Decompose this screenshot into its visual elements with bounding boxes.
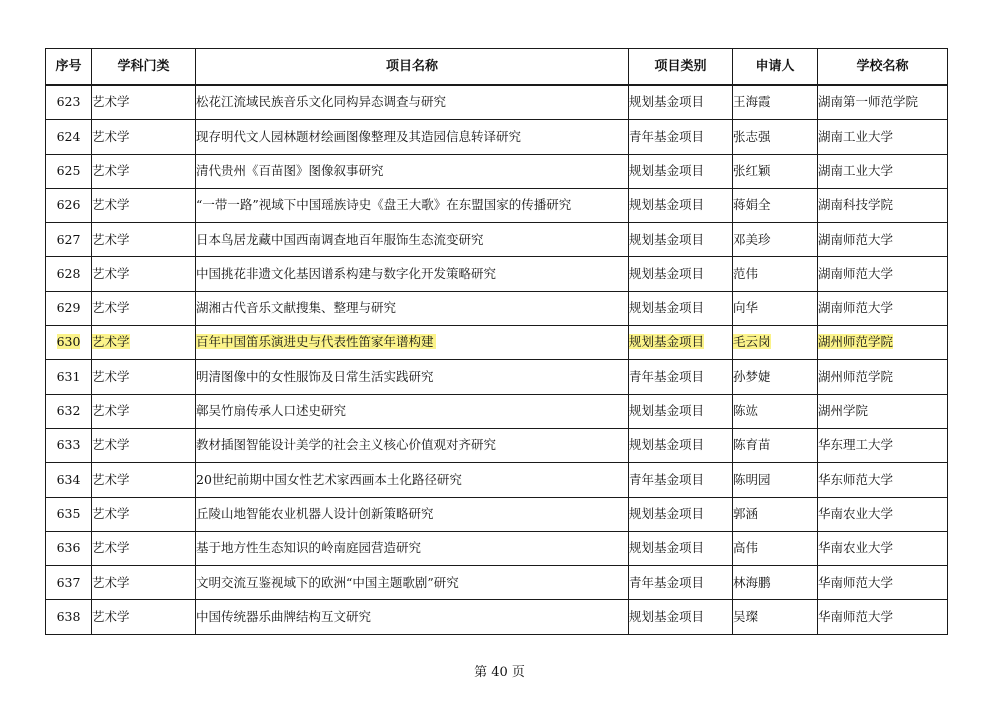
cell-num-text: 634 [56,471,81,487]
cell-subject-text: 艺术学 [92,505,130,521]
cell-subject-text: 艺术学 [92,265,130,281]
cell-school [818,360,948,394]
cell-title [196,223,629,257]
header-school: 学校名称 [818,49,948,86]
cell-type [629,85,733,120]
cell-title-text: 丘陵山地智能农业机器人设计创新策略研究 [196,505,434,521]
cell-subject [92,531,196,565]
cell-num-text: 628 [56,265,81,281]
cell-school-text: 华南师范大学 [818,574,894,590]
cell-subject [92,394,196,428]
cell-subject [92,257,196,291]
cell-applicant [733,223,818,257]
cell-num-text: 637 [56,574,81,590]
cell-applicant-text: 毛云岗 [733,334,771,350]
cell-title-text: 日本鸟居龙藏中国西南调查地百年服饰生态流变研究 [196,231,484,247]
cell-school-text: 华东师范大学 [818,471,894,487]
table-row [46,600,948,634]
cell-title [196,291,629,325]
cell-num-text: 627 [56,231,81,247]
cell-title [196,85,629,120]
cell-type [629,257,733,291]
cell-school-text: 湖南第一师范学院 [818,94,919,110]
cell-title [196,257,629,291]
cell-num [46,188,92,222]
cell-school [818,566,948,600]
cell-type-text: 规划基金项目 [629,540,705,556]
cell-school [818,600,948,634]
table-body [46,85,948,634]
cell-school [818,428,948,462]
header-num: 序号 [46,49,92,86]
cell-type-text: 规划基金项目 [629,162,705,178]
cell-subject [92,463,196,497]
table-row [46,463,948,497]
cell-school-text: 华南农业大学 [818,540,894,556]
cell-subject [92,566,196,600]
cell-title-text: 明清图像中的女性服饰及日常生活实践研究 [196,368,434,384]
cell-title-text: 文明交流互鉴视域下的欧洲“中国主题歌剧”研究 [196,574,459,590]
cell-applicant [733,326,818,360]
cell-num [46,85,92,120]
table-header [46,49,948,86]
cell-title [196,120,629,154]
cell-num-text: 638 [56,608,81,624]
cell-type [629,600,733,634]
cell-type [629,463,733,497]
cell-applicant [733,154,818,188]
cell-type-text: 规划基金项目 [629,94,705,110]
table-row [46,154,948,188]
cell-num [46,600,92,634]
page-number: 第 40 页 [474,665,525,680]
cell-subject-text: 艺术学 [92,300,130,316]
cell-school [818,497,948,531]
cell-num-text: 632 [56,403,81,419]
table-row [46,394,948,428]
cell-subject-text: 艺术学 [92,437,130,453]
cell-school-text: 湖南师范大学 [818,300,894,316]
cell-subject [92,188,196,222]
cell-subject [92,223,196,257]
cell-school-text: 湖南师范大学 [818,265,894,281]
cell-school [818,326,948,360]
cell-num [46,154,92,188]
cell-title [196,326,629,360]
cell-applicant-text: 孙梦婕 [733,368,771,384]
cell-subject-text: 艺术学 [92,471,130,487]
cell-title [196,154,629,188]
cell-title-text: 松花江流域民族音乐文化同构异态调查与研究 [196,94,447,110]
header-type: 项目类别 [629,49,733,86]
cell-type [629,154,733,188]
cell-applicant [733,120,818,154]
cell-num-text: 635 [56,505,81,521]
cell-num-text: 629 [56,300,81,316]
cell-title-text: “一带一路”视域下中国瑶族诗史《盘王大歌》在东盟国家的传播研究 [196,197,572,213]
cell-num [46,566,92,600]
cell-type-text: 规划基金项目 [629,608,705,624]
cell-school-text: 湖南工业大学 [818,128,894,144]
cell-type [629,223,733,257]
cell-subject-text: 艺术学 [92,94,130,110]
cell-title [196,188,629,222]
cell-title [196,360,629,394]
cell-applicant-text: 郭涵 [733,505,759,521]
table-row [46,223,948,257]
cell-type-text: 规划基金项目 [629,197,705,213]
cell-applicant [733,463,818,497]
cell-title [196,428,629,462]
cell-type [629,291,733,325]
cell-type-text: 规划基金项目 [629,334,705,350]
cell-applicant [733,600,818,634]
cell-school [818,291,948,325]
table-row [46,497,948,531]
cell-title [196,566,629,600]
header-subject: 学科门类 [92,49,196,86]
cell-title-text: 中国挑花非遗文化基因谱系构建与数字化开发策略研究 [196,265,497,281]
cell-type-text: 青年基金项目 [629,128,705,144]
cell-subject [92,154,196,188]
cell-title-text: 教材插图智能设计美学的社会主义核心价值观对齐研究 [196,437,497,453]
cell-school [818,188,948,222]
cell-applicant-text: 吴璨 [733,608,759,624]
cell-applicant [733,566,818,600]
cell-applicant-text: 范伟 [733,265,759,281]
table-row [46,531,948,565]
cell-subject-text: 艺术学 [92,334,130,350]
cell-applicant-text: 王海霞 [733,94,771,110]
cell-num-text: 636 [56,540,81,556]
table-row [46,85,948,120]
cell-school [818,257,948,291]
cell-applicant-text: 张红颖 [733,162,771,178]
cell-title-text: 百年中国笛乐演进史与代表性笛家年谱构建 [196,334,434,350]
cell-type [629,326,733,360]
cell-num-text: 623 [56,94,81,110]
cell-applicant-text: 陈竑 [733,403,759,419]
cell-num [46,463,92,497]
cell-num [46,257,92,291]
table-row [46,566,948,600]
cell-applicant-text: 蒋娟全 [733,197,771,213]
cell-title-text: 清代贵州《百苗图》图像叙事研究 [196,162,384,178]
cell-type-text: 规划基金项目 [629,437,705,453]
cell-applicant [733,531,818,565]
cell-applicant-text: 陈育苗 [733,437,771,453]
cell-subject [92,497,196,531]
cell-subject-text: 艺术学 [92,368,130,384]
cell-subject [92,428,196,462]
cell-type [629,360,733,394]
cell-title-text: 湖湘古代音乐文献搜集、整理与研究 [196,300,397,316]
cell-title-text: 20世纪前期中国女性艺术家西画本土化路径研究 [196,471,462,487]
cell-school [818,154,948,188]
cell-applicant-text: 高伟 [733,540,759,556]
cell-school [818,394,948,428]
cell-applicant [733,360,818,394]
cell-applicant [733,188,818,222]
cell-type-text: 青年基金项目 [629,574,705,590]
cell-type [629,188,733,222]
header-row [46,49,948,86]
cell-subject-text: 艺术学 [92,608,130,624]
cell-num [46,360,92,394]
cell-subject-text: 艺术学 [92,162,130,178]
cell-school-text: 华南农业大学 [818,505,894,521]
cell-subject [92,120,196,154]
cell-school [818,531,948,565]
table-row [46,326,948,360]
cell-type-text: 青年基金项目 [629,471,705,487]
cell-title [196,463,629,497]
cell-title [196,531,629,565]
table-row [46,360,948,394]
cell-num-text: 631 [56,368,81,384]
cell-title [196,600,629,634]
cell-applicant [733,394,818,428]
cell-subject [92,85,196,120]
cell-type-text: 规划基金项目 [629,265,705,281]
cell-subject [92,326,196,360]
cell-subject [92,291,196,325]
cell-num [46,120,92,154]
cell-type [629,566,733,600]
cell-num-text: 633 [56,437,81,453]
cell-type-text: 青年基金项目 [629,368,705,384]
cell-num [46,223,92,257]
cell-school-text: 湖州学院 [818,403,869,419]
header-applicant: 申请人 [733,49,818,86]
cell-num [46,428,92,462]
cell-num [46,497,92,531]
cell-num-text: 624 [56,128,81,144]
cell-type-text: 规划基金项目 [629,300,705,316]
cell-subject-text: 艺术学 [92,574,130,590]
cell-applicant [733,497,818,531]
cell-type [629,428,733,462]
cell-school-text: 湖州师范学院 [818,334,894,350]
cell-school-text: 华东理工大学 [818,437,894,453]
table-row [46,428,948,462]
cell-num [46,326,92,360]
cell-type [629,394,733,428]
cell-subject-text: 艺术学 [92,540,130,556]
cell-school-text: 湖州师范学院 [818,368,894,384]
cell-applicant [733,291,818,325]
cell-type-text: 规划基金项目 [629,505,705,521]
cell-subject-text: 艺术学 [92,197,130,213]
cell-school [818,85,948,120]
cell-num [46,531,92,565]
cell-school-text: 湖南工业大学 [818,162,894,178]
header-title: 项目名称 [196,49,629,86]
cell-school-text: 华南师范大学 [818,608,894,624]
cell-school [818,223,948,257]
table-row [46,257,948,291]
cell-subject [92,600,196,634]
cell-num-text: 625 [56,162,81,178]
cell-applicant-text: 陈明园 [733,471,771,487]
cell-type [629,497,733,531]
cell-num [46,394,92,428]
cell-applicant-text: 张志强 [733,128,771,144]
cell-subject-text: 艺术学 [92,231,130,247]
cell-applicant [733,428,818,462]
cell-type [629,531,733,565]
cell-school [818,463,948,497]
cell-num [46,291,92,325]
cell-type [629,120,733,154]
cell-title-text: 现存明代文人园林题材绘画图像整理及其造园信息转译研究 [196,128,522,144]
cell-subject [92,360,196,394]
cell-school-text: 湖南科技学院 [818,197,894,213]
project-table [45,48,948,635]
cell-num-text: 630 [56,334,81,350]
cell-title-text: 中国传统器乐曲牌结构互文研究 [196,608,372,624]
cell-title [196,394,629,428]
cell-title-text: 基于地方性生态知识的岭南庭园营造研究 [196,540,422,556]
table-row [46,291,948,325]
cell-type-text: 规划基金项目 [629,231,705,247]
table-row [46,188,948,222]
cell-subject-text: 艺术学 [92,403,130,419]
cell-title-text: 鄣吴竹扇传承人口述史研究 [196,403,347,419]
cell-school [818,120,948,154]
cell-type-text: 规划基金项目 [629,403,705,419]
cell-num-text: 626 [56,197,81,213]
table-row [46,120,948,154]
cell-subject-text: 艺术学 [92,128,130,144]
cell-applicant [733,85,818,120]
cell-applicant [733,257,818,291]
cell-applicant-text: 向华 [733,300,759,316]
cell-school-text: 湖南师范大学 [818,231,894,247]
cell-title [196,497,629,531]
cell-applicant-text: 邓美珍 [733,231,771,247]
cell-applicant-text: 林海鹏 [733,574,771,590]
